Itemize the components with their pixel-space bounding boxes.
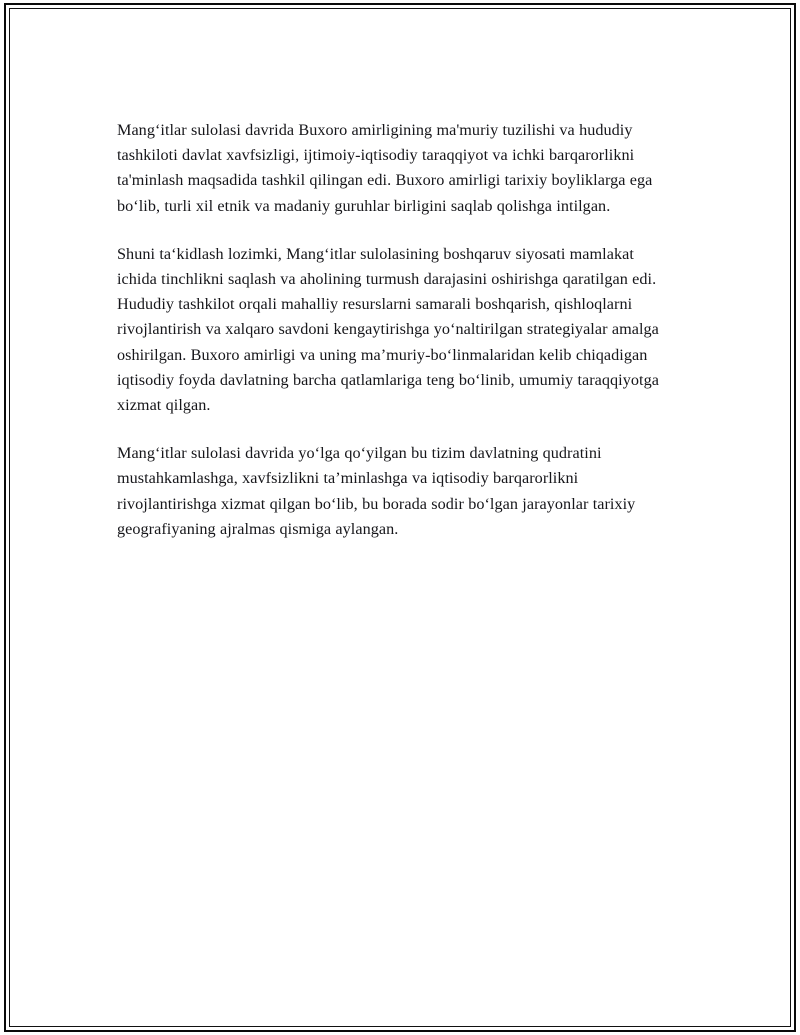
document-page-sheet [11,10,789,1025]
document-paragraph-3: Mangʻitlar sulolasi davrida yoʻlga qoʻyilgan bu tizim davlatning qudratini mustahkamlashga, xavfsizlikni ta’minlashga va iqtisodiy barqarorlikni rivojlantirishga xizmat qilgan boʻlib, bu borada sodir boʻlgan jarayonlar tarixiy geografiyaning ajralmas qismiga aylangan. [117,444,636,538]
document-text-body [117,118,669,542]
document-paragraph-2: Shuni taʻkidlash lozimki, Mangʻitlar sulolasining boshqaruv siyosati mamlakat ichida tinchlikni saqlash va aholining turmush darajasini oshirishga qaratilgan edi. Hududiy tashkilot orqali mahalliy resurslarni samarali boshqarish, qishloqlarni rivojlantirish va xalqaro savdoni kengaytirishga yoʻnaltirilgan strategiyalar amalga oshirilgan. Buxoro amirligi va uning ma’muriy-boʻlinmalaridan kelib chiqadigan iqtisodiy foyda davlatning barcha qatlamlariga teng boʻlinib, umumiy taraqqiyotga xizmat qilgan. [117,244,659,415]
scanned-page-outer-frame [4,3,796,1032]
scanned-page-inner-rule [9,8,791,1027]
document-paragraph-1: Mangʻitlar sulolasi davrida Buxoro amirligining ma'muriy tuzilishi va hududiy tashkiloti davlat xavfsizligi, ijtimoiy-iqtisodiy taraqqiyot va ichki barqarorlikni ta'minlash maqsadida tashkil qilingan edi. Buxoro amirligi tarixiy boyliklarga ega boʻlib, turli xil etnik va madaniy guruhlar birligini saqlab qolishga intilgan. [117,121,653,215]
